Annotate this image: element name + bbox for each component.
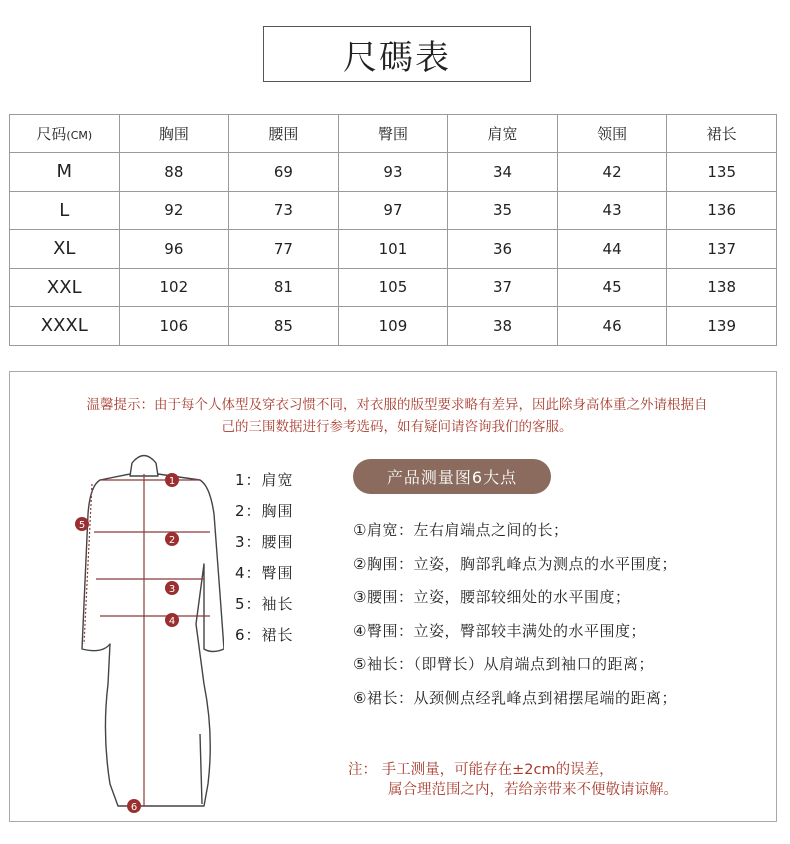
header-collar: 领围	[557, 115, 667, 153]
cell-shoulder: 38	[448, 307, 558, 346]
cell-bust: 106	[119, 307, 229, 346]
table-row	[10, 153, 777, 192]
cell-bust: 102	[119, 268, 229, 307]
dress-outline	[82, 474, 224, 806]
header-shoulder: 肩宽	[448, 115, 558, 153]
measurement-badge: 产品测量图6大点	[353, 459, 551, 494]
measurement-legend	[235, 469, 294, 655]
cell-shoulder: 34	[448, 153, 558, 192]
cell-shoulder: 37	[448, 268, 558, 307]
legend-item: 6：裙长	[235, 626, 294, 644]
cell-bust: 92	[119, 191, 229, 230]
cell-waist: 81	[229, 268, 339, 307]
cell-collar: 42	[557, 153, 667, 192]
cell-size: L	[10, 191, 120, 230]
note-line-2: 属合理范围之内，若给亲带来不便敬请谅解。	[388, 782, 678, 798]
table-row	[10, 307, 777, 346]
cell-length: 137	[667, 230, 777, 269]
marker-3-label: 3	[168, 584, 176, 595]
description-item: ⑥裙长：从颈侧点经乳峰点到裙摆尾端的距离；	[353, 688, 677, 707]
description-item: ⑤袖长：（即臂长）从肩端点到袖口的距离；	[353, 655, 654, 673]
cell-size: XL	[10, 230, 120, 269]
cell-length: 135	[667, 153, 777, 192]
header-bust: 胸围	[119, 115, 229, 153]
cell-hip: 109	[338, 307, 448, 346]
table-row	[10, 191, 777, 230]
title-box	[263, 26, 531, 82]
cell-size: XXL	[10, 268, 120, 307]
size-chart-table	[9, 114, 777, 346]
description-item: ①肩宽：左右肩端点之间的长；	[353, 521, 569, 539]
header-hip: 臀围	[338, 115, 448, 153]
tip-text	[22, 394, 772, 438]
marker-4-label: 4	[168, 616, 176, 627]
legend-item: 3：腰围	[235, 533, 294, 551]
cell-shoulder: 35	[448, 191, 558, 230]
cell-collar: 43	[557, 191, 667, 230]
tip-line-2: 己的三围数据进行参考选码，如有疑问请咨询我们的客服。	[221, 419, 573, 435]
cell-hip: 93	[338, 153, 448, 192]
marker-1-label: 1	[168, 476, 176, 487]
cell-size: M	[10, 153, 120, 192]
marker-5-label: 5	[78, 520, 86, 531]
cell-waist: 77	[229, 230, 339, 269]
description-item: ③腰围：立姿，腰部较细处的水平围度；	[353, 588, 631, 606]
measurement-guide	[9, 371, 777, 822]
cell-bust: 96	[119, 230, 229, 269]
header-waist: 腰围	[229, 115, 339, 153]
table-row	[10, 268, 777, 307]
cell-length: 139	[667, 307, 777, 346]
cell-waist: 73	[229, 191, 339, 230]
cell-bust: 88	[119, 153, 229, 192]
cell-collar: 45	[557, 268, 667, 307]
description-item: ④臀围：立姿，臀部较丰满处的水平围度；	[353, 621, 646, 640]
measurement-note	[348, 760, 678, 800]
dress-collar	[130, 456, 158, 477]
cell-size: XXXL	[10, 307, 120, 346]
cell-length: 136	[667, 191, 777, 230]
legend-item: 5：袖长	[235, 595, 294, 613]
header-unit: (CM)	[66, 129, 93, 142]
note-line-1: 注： 手工测量，可能存在±2cm的误差，	[348, 762, 614, 778]
header-size	[10, 115, 120, 153]
cell-waist: 85	[229, 307, 339, 346]
page-title: 尺碼表	[343, 37, 451, 78]
header-size-label: 尺码	[36, 125, 67, 143]
cell-collar: 46	[557, 307, 667, 346]
table-header-row	[10, 115, 777, 153]
description-item: ②胸围：立姿，胸部乳峰点为测点的水平围度；	[353, 554, 677, 573]
cell-collar: 44	[557, 230, 667, 269]
measurement-descriptions	[353, 519, 677, 720]
legend-item: 1：肩宽	[235, 471, 294, 489]
header-length: 裙长	[667, 115, 777, 153]
cell-hip: 105	[338, 268, 448, 307]
cell-shoulder: 36	[448, 230, 558, 269]
cell-hip: 97	[338, 191, 448, 230]
cell-hip: 101	[338, 230, 448, 269]
tip-line-1: 温馨提示：由于每个人体型及穿衣习惯不同，对衣服的版型要求略有差异，因此除身高体重之外请根据自	[86, 397, 708, 413]
marker-6-label: 6	[130, 802, 138, 813]
dress-diagram	[54, 444, 224, 814]
dress-slit	[200, 734, 202, 804]
legend-item: 4：臀围	[235, 564, 294, 582]
cell-waist: 69	[229, 153, 339, 192]
table-row	[10, 230, 777, 269]
cell-length: 138	[667, 268, 777, 307]
legend-item: 2：胸围	[235, 502, 294, 520]
marker-2-label: 2	[168, 535, 176, 546]
